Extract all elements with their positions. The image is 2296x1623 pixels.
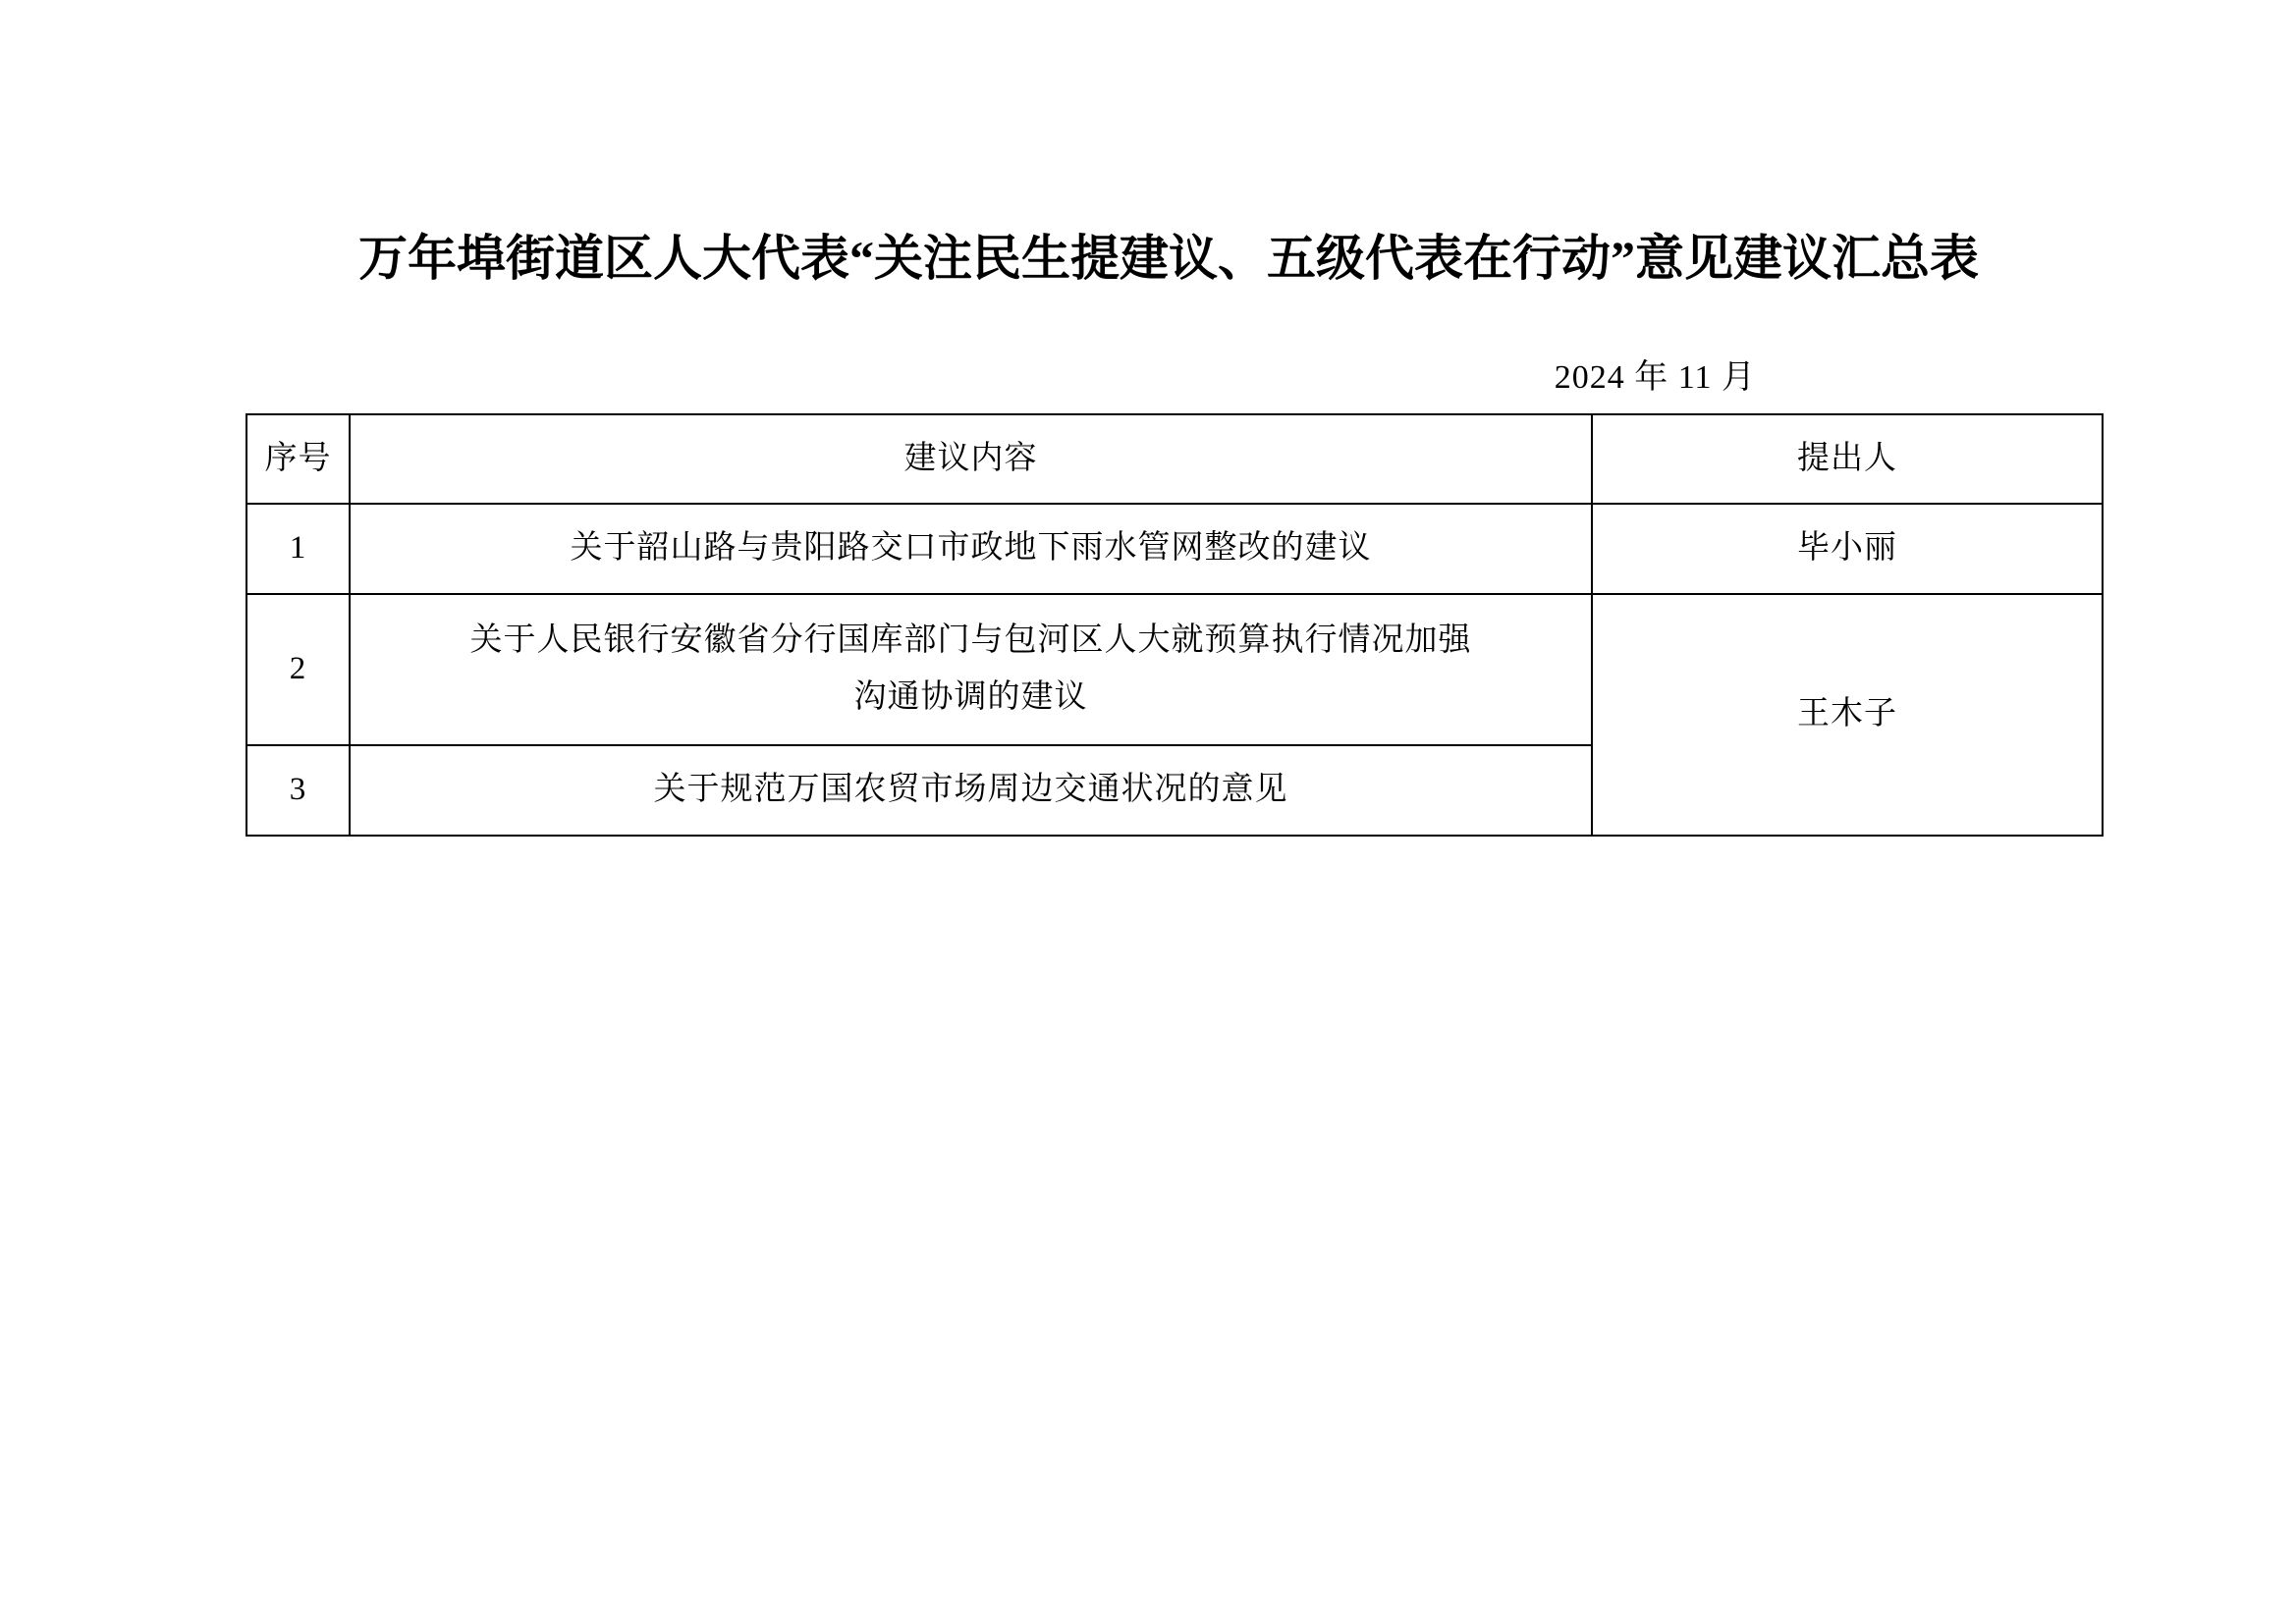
row-content bbox=[350, 594, 1592, 745]
row-content: 关于韶山路与贵阳路交口市政地下雨水管网整改的建议 bbox=[350, 504, 1592, 594]
table-row bbox=[246, 504, 2103, 594]
row-content-line-2: 沟通协调的建议 bbox=[853, 679, 1088, 715]
suggestions-table bbox=[246, 413, 2104, 837]
row-person: 毕小丽 bbox=[1592, 504, 2103, 594]
row-person: 王木子 bbox=[1592, 594, 2103, 836]
column-header-person: 提出人 bbox=[1592, 414, 2103, 505]
table-row bbox=[246, 594, 2103, 745]
column-header-content: 建议内容 bbox=[350, 414, 1592, 505]
table-header-row bbox=[246, 414, 2103, 505]
row-number: 2 bbox=[246, 594, 350, 745]
row-number: 3 bbox=[246, 745, 350, 836]
row-content: 关于规范万国农贸市场周边交通状况的意见 bbox=[350, 745, 1592, 836]
row-number: 1 bbox=[246, 504, 350, 594]
row-content-line-1: 关于人民银行安徽省分行国库部门与包河区人大就预算执行情况加强 bbox=[469, 622, 1472, 659]
page-title: 万年埠街道区人大代表“关注民生提建议、五级代表在行动”意见建议汇总表 bbox=[358, 231, 1979, 286]
column-header-no: 序号 bbox=[246, 414, 350, 505]
document-date: 2024 年 11 月 bbox=[1554, 358, 1756, 396]
